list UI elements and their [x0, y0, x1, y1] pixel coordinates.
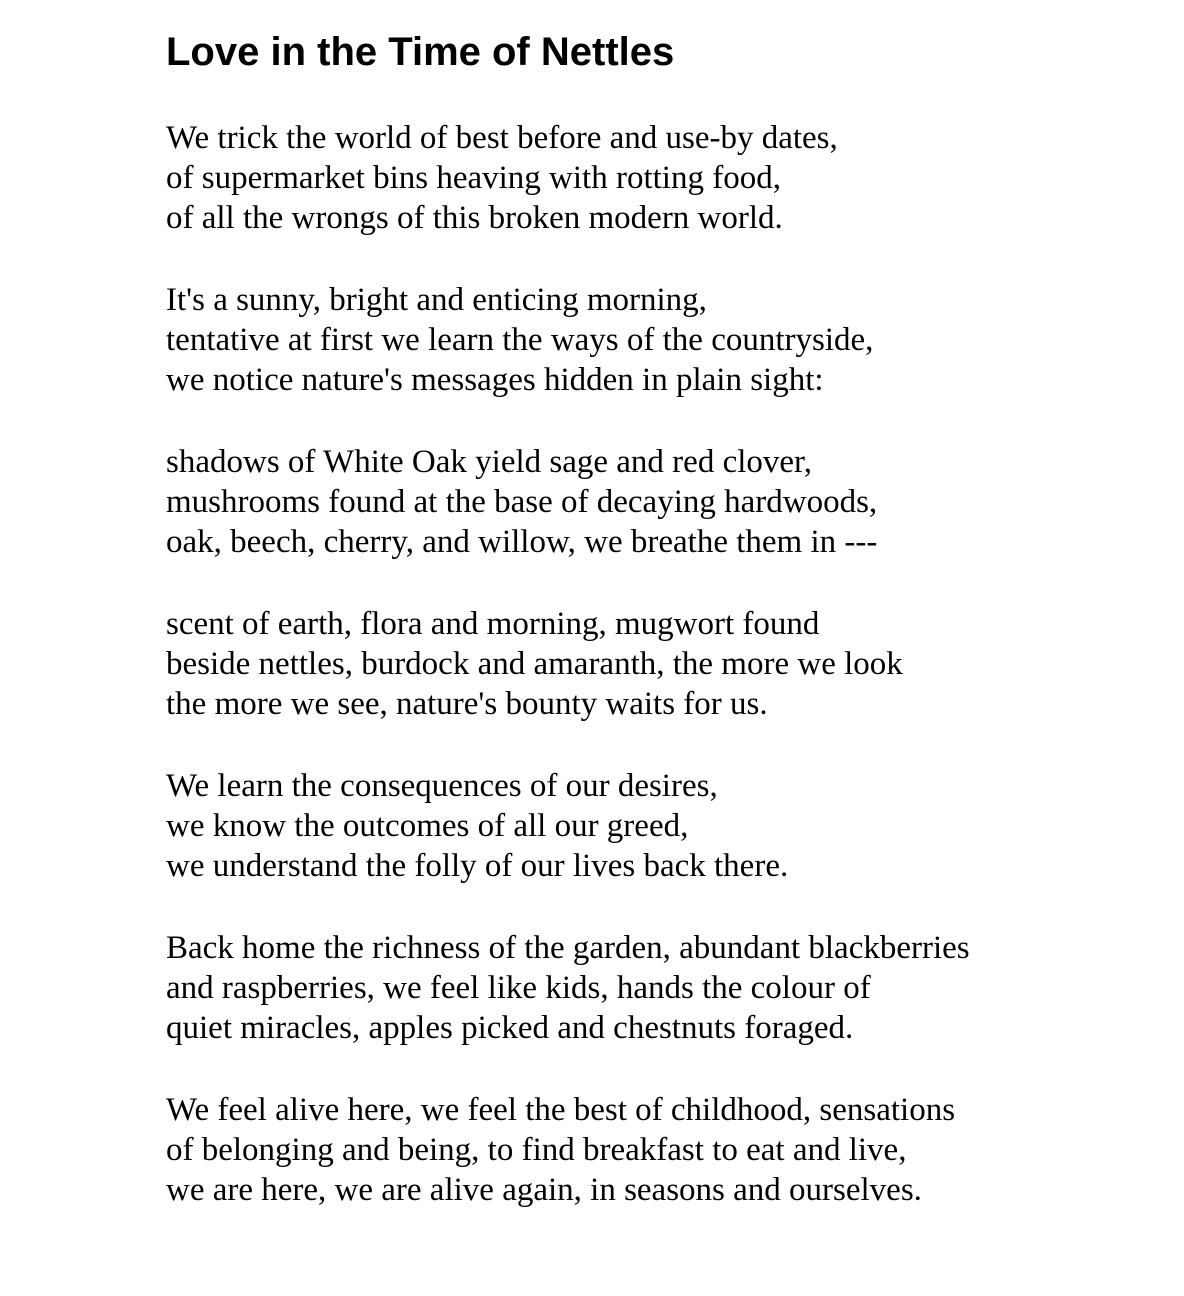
poem-title: Love in the Time of Nettles — [166, 30, 675, 74]
poem-line: of supermarket bins heaving with rotting food, — [166, 160, 781, 196]
poem-line: mushrooms found at the base of decaying hardwoods, — [166, 484, 878, 520]
poem-page — [166, 28, 1126, 1252]
stanza-6 — [166, 928, 1126, 1048]
poem-line: oak, beech, cherry, and willow, we breathe them in --- — [166, 524, 878, 560]
poem-line: We trick the world of best before and use-by dates, — [166, 120, 838, 156]
stanza-2 — [166, 280, 1126, 400]
poem-line: We feel alive here, we feel the best of childhood, sensations — [166, 1092, 956, 1128]
poem-line: of all the wrongs of this broken modern world. — [166, 200, 783, 236]
poem-line: Back home the richness of the garden, abundant blackberries — [166, 930, 970, 966]
stanza-3 — [166, 442, 1126, 562]
poem-line: the more we see, nature's bounty waits for us. — [166, 686, 768, 722]
poem-line: shadows of White Oak yield sage and red clover, — [166, 444, 812, 480]
poem-line: tentative at first we learn the ways of the countryside, — [166, 322, 874, 358]
poem-line: we understand the folly of our lives back there. — [166, 848, 789, 884]
stanza-1 — [166, 118, 1126, 238]
stanza-7 — [166, 1090, 1126, 1210]
stanza-4 — [166, 604, 1126, 724]
poem-line: We learn the consequences of our desires, — [166, 768, 718, 804]
poem-line: and raspberries, we feel like kids, hands the colour of — [166, 970, 871, 1006]
poem-line: scent of earth, flora and morning, mugwort found — [166, 606, 820, 642]
poem-line: beside nettles, burdock and amaranth, the more we look — [166, 646, 903, 682]
poem-line: we notice nature's messages hidden in plain sight: — [166, 362, 824, 398]
poem-line: we are here, we are alive again, in seasons and ourselves. — [166, 1172, 922, 1208]
poem-line: It's a sunny, bright and enticing morning, — [166, 282, 707, 318]
poem-line: we know the outcomes of all our greed, — [166, 808, 689, 844]
poem-line: quiet miracles, apples picked and chestnuts foraged. — [166, 1010, 854, 1046]
stanza-5 — [166, 766, 1126, 886]
poem-line: of belonging and being, to find breakfast to eat and live, — [166, 1132, 907, 1168]
